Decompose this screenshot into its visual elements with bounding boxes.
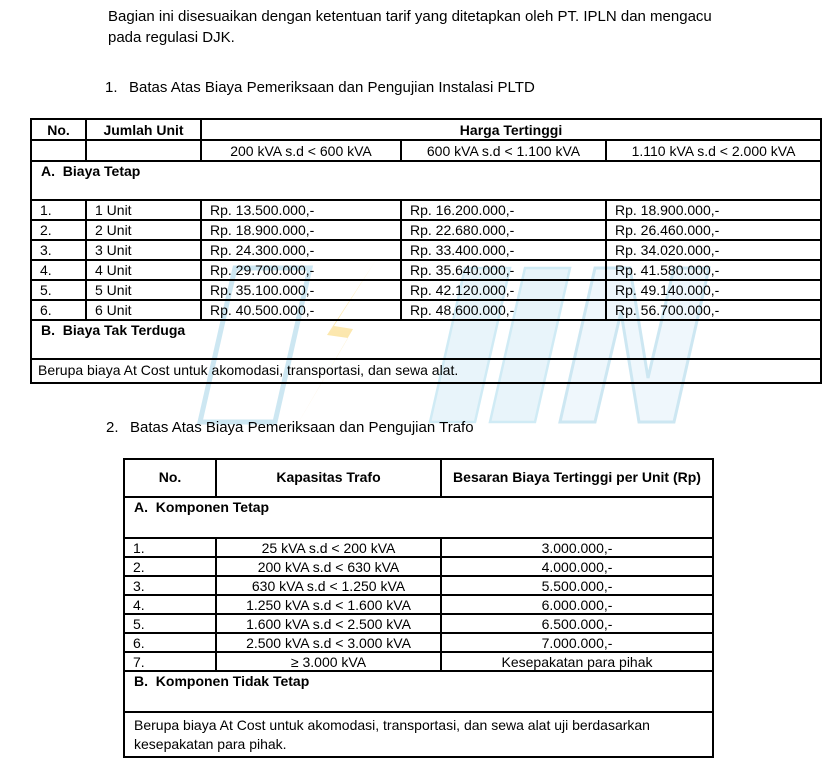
- table-row: [31, 280, 821, 300]
- capacity-cell: 1.600 kVA s.d < 2.500 kVA: [216, 614, 441, 633]
- section2-heading-title: Batas Atas Biaya Pemeriksaan dan Pengujian Trafo: [130, 419, 474, 436]
- price-cell: Rp. 16.200.000,-: [401, 200, 606, 220]
- section-a-row: [124, 497, 713, 538]
- section-b-label: B. Komponen Tidak Tetap: [124, 671, 713, 712]
- table1-subheader-row: [31, 140, 821, 161]
- section-b-row: [31, 320, 821, 359]
- no-cell: 6.: [124, 633, 216, 652]
- col-header-harga-tertinggi: Harga Tertinggi: [201, 119, 821, 140]
- unit-cell: 2 Unit: [86, 220, 201, 240]
- section1-heading-title: Batas Atas Biaya Pemeriksaan dan Pengujian Instalasi PLTD: [129, 79, 535, 96]
- price-cell: Rp. 34.020.000,-: [606, 240, 821, 260]
- empty-cell: [86, 140, 201, 161]
- unit-cell: 1 Unit: [86, 200, 201, 220]
- price-cell: Rp. 41.580.000,-: [606, 260, 821, 280]
- no-cell: 2.: [124, 557, 216, 576]
- note-row: [124, 712, 713, 757]
- no-cell: 4.: [31, 260, 86, 280]
- no-cell: 5.: [124, 614, 216, 633]
- price-cell: Rp. 24.300.000,-: [201, 240, 401, 260]
- table-row: [31, 200, 821, 220]
- capacity-cell: 1.250 kVA s.d < 1.600 kVA: [216, 595, 441, 614]
- no-cell: 5.: [31, 280, 86, 300]
- table-row: [124, 595, 713, 614]
- table-row: [124, 576, 713, 595]
- empty-cell: [31, 140, 86, 161]
- price-cell: Rp. 26.460.000,-: [606, 220, 821, 240]
- table-row: [124, 633, 713, 652]
- note-row: [31, 359, 821, 383]
- no-cell: 1.: [124, 538, 216, 557]
- col-header-no: No.: [124, 459, 216, 497]
- section-a-label: A. Komponen Tetap: [124, 497, 713, 538]
- price-cell: Rp. 22.680.000,-: [401, 220, 606, 240]
- section2-heading: [106, 419, 474, 436]
- table-row: [124, 614, 713, 633]
- trafo-cost-table: [123, 458, 714, 758]
- table2-header-row: [124, 459, 713, 497]
- col-header-jumlah-unit: Jumlah Unit: [86, 119, 201, 140]
- section-a-row: [31, 161, 821, 200]
- at-cost-note: Berupa biaya At Cost untuk akomodasi, transportasi, dan sewa alat uji berdasarkan kesepakatan para pihak.: [124, 712, 713, 757]
- no-cell: 7.: [124, 652, 216, 671]
- price-cell: 7.000.000,-: [441, 633, 713, 652]
- table-row: [31, 240, 821, 260]
- subheader-range-3: 1.110 kVA s.d < 2.000 kVA: [606, 140, 821, 161]
- price-cell: Rp. 42.120.000,-: [401, 280, 606, 300]
- price-cell: Rp. 29.700.000,-: [201, 260, 401, 280]
- price-cell: Rp. 49.140.000,-: [606, 280, 821, 300]
- at-cost-note: Berupa biaya At Cost untuk akomodasi, transportasi, dan sewa alat.: [31, 359, 821, 383]
- no-cell: 3.: [124, 576, 216, 595]
- col-header-besaran-biaya: Besaran Biaya Tertinggi per Unit (Rp): [441, 459, 713, 497]
- price-cell: Kesepakatan para pihak: [441, 652, 713, 671]
- price-cell: Rp. 40.500.000,-: [201, 300, 401, 320]
- table1-header-row: [31, 119, 821, 140]
- no-cell: 3.: [31, 240, 86, 260]
- price-cell: Rp. 33.400.000,-: [401, 240, 606, 260]
- col-header-no: No.: [31, 119, 86, 140]
- capacity-cell: 630 kVA s.d < 1.250 kVA: [216, 576, 441, 595]
- section-b-row: [124, 671, 713, 712]
- price-cell: 4.000.000,-: [441, 557, 713, 576]
- section-a-label: A. Biaya Tetap: [31, 161, 821, 200]
- capacity-cell: 200 kVA s.d < 630 kVA: [216, 557, 441, 576]
- price-cell: Rp. 18.900.000,-: [606, 200, 821, 220]
- no-cell: 2.: [31, 220, 86, 240]
- capacity-cell: 2.500 kVA s.d < 3.000 kVA: [216, 633, 441, 652]
- unit-cell: 4 Unit: [86, 260, 201, 280]
- section2-heading-number: 2.: [106, 419, 119, 436]
- unit-cell: 3 Unit: [86, 240, 201, 260]
- price-cell: Rp. 35.100.000,-: [201, 280, 401, 300]
- section1-heading-number: 1.: [105, 79, 118, 96]
- table-row: [31, 300, 821, 320]
- table-row: [31, 260, 821, 280]
- pltd-cost-table: [30, 118, 822, 384]
- col-header-kapasitas: Kapasitas Trafo: [216, 459, 441, 497]
- price-cell: 5.500.000,-: [441, 576, 713, 595]
- price-cell: Rp. 13.500.000,-: [201, 200, 401, 220]
- table-row: [124, 538, 713, 557]
- price-cell: Rp. 18.900.000,-: [201, 220, 401, 240]
- price-cell: 3.000.000,-: [441, 538, 713, 557]
- unit-cell: 6 Unit: [86, 300, 201, 320]
- section1-heading: [105, 79, 535, 96]
- table-row: [124, 557, 713, 576]
- subheader-range-1: 200 kVA s.d < 600 kVA: [201, 140, 401, 161]
- no-cell: 4.: [124, 595, 216, 614]
- price-cell: 6.000.000,-: [441, 595, 713, 614]
- price-cell: Rp. 56.700.000,-: [606, 300, 821, 320]
- unit-cell: 5 Unit: [86, 280, 201, 300]
- price-cell: Rp. 35.640.000,-: [401, 260, 606, 280]
- subheader-range-2: 600 kVA s.d < 1.100 kVA: [401, 140, 606, 161]
- capacity-cell: 25 kVA s.d < 200 kVA: [216, 538, 441, 557]
- intro-paragraph: Bagian ini disesuaikan dengan ketentuan tarif yang ditetapkan oleh PT. IPLN dan mengacu pada regulasi DJK.: [108, 8, 712, 47]
- price-cell: 6.500.000,-: [441, 614, 713, 633]
- no-cell: 1.: [31, 200, 86, 220]
- table-row: [124, 652, 713, 671]
- section-b-label: B. Biaya Tak Terduga: [31, 320, 821, 359]
- no-cell: 6.: [31, 300, 86, 320]
- capacity-cell: ≥ 3.000 kVA: [216, 652, 441, 671]
- table-row: [31, 220, 821, 240]
- price-cell: Rp. 48.600.000,-: [401, 300, 606, 320]
